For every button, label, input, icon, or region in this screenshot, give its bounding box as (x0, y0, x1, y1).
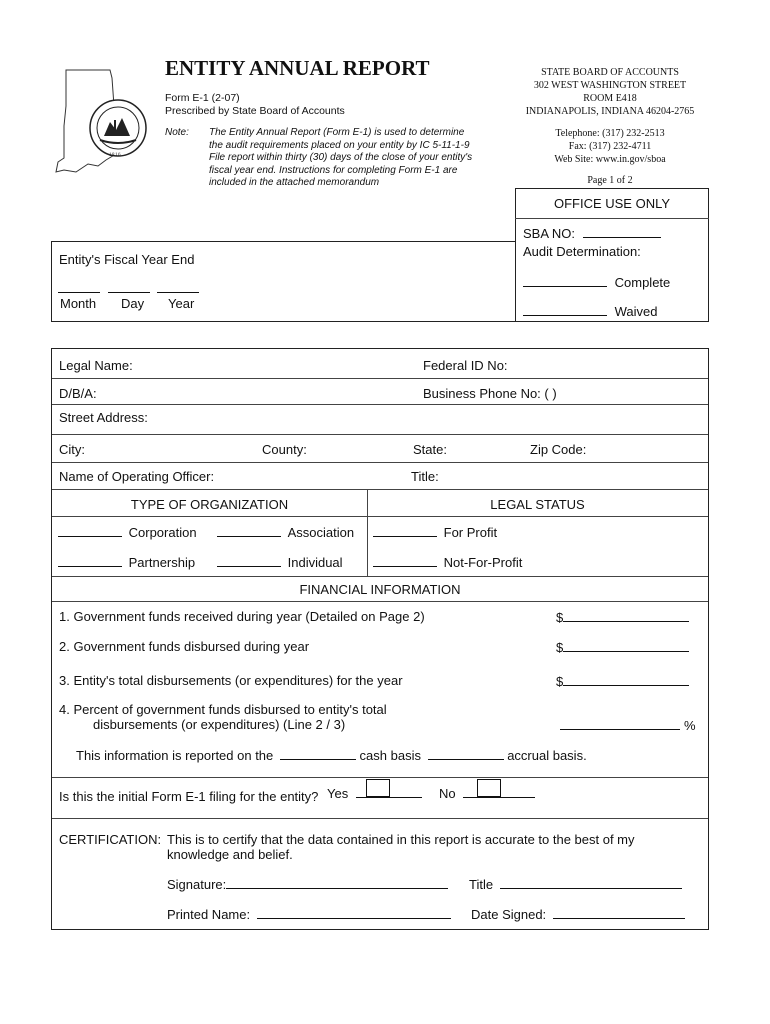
legal-status-heading: LEGAL STATUS (490, 497, 585, 512)
divider (52, 777, 708, 778)
no-line[interactable] (463, 785, 535, 798)
operating-officer-field[interactable]: Name of Operating Officer: (59, 469, 215, 484)
signature-field[interactable] (167, 876, 448, 892)
not-for-profit-line[interactable] (373, 554, 437, 567)
line2-amount-field[interactable] (556, 639, 689, 655)
no-checkbox[interactable] (477, 779, 501, 797)
waived-line[interactable] (523, 303, 607, 316)
initial-filing-question: Is this the initial Form E-1 filing for the entity? (59, 789, 319, 804)
agency-name: STATE BOARD OF ACCOUNTS (541, 67, 679, 78)
line3-total-disbursements: 3. Entity's total disbursements (or expenditures) for the year (59, 673, 403, 688)
divider (52, 434, 708, 435)
divider (52, 818, 708, 819)
association-label: Association (287, 525, 355, 540)
yes-line[interactable] (356, 785, 422, 798)
for-profit-option[interactable] (373, 524, 497, 540)
certification-text-2: knowledge and belief. (167, 847, 293, 862)
month-label: Month (60, 296, 97, 311)
agency-telephone: Telephone: (317) 232-2513 (555, 128, 665, 139)
note-label: Note: (165, 127, 189, 138)
initial-filing-no[interactable] (439, 785, 535, 801)
initial-filing-yes[interactable] (327, 785, 422, 801)
individual-option[interactable] (217, 554, 343, 570)
state-seal-graphic (52, 66, 164, 178)
agency-website: Web Site: www.in.gov/sboa (554, 154, 666, 165)
for-profit-line[interactable] (373, 524, 437, 537)
agency-street: 302 WEST WASHINGTON STREET (533, 80, 687, 91)
yes-label: Yes (327, 786, 349, 801)
line4-percent-sublabel: disbursements (or expenditures) (Line 2 / 3) (93, 717, 346, 732)
reporting-basis[interactable] (76, 747, 587, 763)
dba-field[interactable]: D/B/A: (59, 386, 97, 401)
sba-no-line[interactable] (583, 225, 661, 238)
line1-amount-line[interactable] (563, 609, 689, 622)
complete-option[interactable] (523, 274, 670, 290)
line4-percent-label: 4. Percent of government funds disbursed to entity's total (59, 702, 387, 717)
divider (52, 489, 708, 490)
day-label: Day (121, 296, 145, 311)
seal-year: 1816 (109, 153, 121, 158)
printed-name-line[interactable] (257, 906, 451, 919)
line3-amount-field[interactable] (556, 673, 689, 689)
not-for-profit-label: Not-For-Profit (443, 555, 523, 570)
agency-room: ROOM E418 (583, 93, 637, 104)
prescribed-by: Prescribed by State Board of Accounts (165, 105, 345, 117)
association-line[interactable] (217, 524, 281, 537)
for-profit-label: For Profit (443, 525, 498, 540)
note-line: the audit requirements placed on your entity by IC 5-11-1-9 (209, 139, 470, 151)
line3-amount-line[interactable] (563, 673, 689, 686)
line4-percent-field[interactable] (560, 717, 696, 733)
partnership-line[interactable] (58, 554, 122, 567)
cert-title-line[interactable] (500, 876, 682, 889)
dollar-sign: $ (556, 674, 564, 689)
line2-amount-line[interactable] (563, 639, 689, 652)
signature-line[interactable] (226, 876, 448, 889)
agency-address (500, 66, 720, 187)
no-label: No (439, 786, 456, 801)
legal-name-field[interactable]: Legal Name: (59, 358, 133, 373)
page-title: ENTITY ANNUAL REPORT (165, 56, 430, 80)
certification-text-1: This is to certify that the data contained in this report is accurate to the best of my (167, 832, 635, 847)
divider (52, 378, 708, 379)
divider (52, 516, 708, 517)
zip-code-field[interactable]: Zip Code: (530, 442, 587, 457)
not-for-profit-option[interactable] (373, 554, 522, 570)
business-phone-field[interactable]: Business Phone No: ( ) (423, 386, 557, 401)
federal-id-field[interactable]: Federal ID No: (423, 358, 508, 373)
cash-basis-label: cash basis (359, 748, 421, 763)
cert-title-field[interactable] (469, 876, 682, 892)
office-use-heading: OFFICE USE ONLY (553, 196, 671, 211)
date-signed-field[interactable] (471, 906, 685, 922)
signature-label: Signature: (167, 877, 227, 892)
divider (52, 576, 708, 577)
partnership-label: Partnership (128, 555, 196, 570)
waived-label: Waived (614, 304, 658, 319)
type-of-organization-heading: TYPE OF ORGANIZATION (130, 497, 289, 512)
page-number: Page 1 of 2 (587, 175, 633, 186)
partnership-option[interactable] (58, 554, 195, 570)
line1-amount-field[interactable] (556, 609, 689, 625)
audit-determination-label: Audit Determination: (523, 244, 641, 259)
note-line: fiscal year end. Instructions for completing Form E-1 are (209, 164, 458, 176)
dollar-sign: $ (556, 640, 564, 655)
officer-title-field[interactable]: Title: (411, 469, 439, 484)
agency-fax: Fax: (317) 232-4711 (568, 141, 652, 152)
day-line[interactable] (108, 292, 150, 293)
sba-no-label: SBA NO: (523, 226, 576, 241)
form-number: Form E-1 (2-07) (165, 92, 240, 104)
note-text (209, 127, 509, 190)
divider (52, 404, 708, 405)
corporation-label: Corporation (128, 525, 197, 540)
sba-no-field[interactable] (523, 225, 661, 241)
printed-name-field[interactable] (167, 906, 451, 922)
month-line[interactable] (58, 292, 100, 293)
line2-funds-disbursed: 2. Government funds disbursed during year (59, 639, 310, 654)
individual-line[interactable] (217, 554, 281, 567)
county-field[interactable]: County: (262, 442, 307, 457)
note-line: File report within thirty (30) days of the close of your entity's (209, 152, 473, 163)
street-address-field[interactable]: Street Address: (59, 410, 148, 425)
financial-information-heading: FINANCIAL INFORMATION (299, 582, 461, 597)
date-signed-line[interactable] (553, 906, 685, 919)
note-line: The Entity Annual Report (Form E-1) is used to determine (209, 127, 465, 138)
yes-checkbox[interactable] (366, 779, 390, 797)
city-field[interactable]: City: (59, 442, 85, 457)
divider (52, 462, 708, 463)
state-field[interactable]: State: (413, 442, 447, 457)
cash-basis-line[interactable] (280, 747, 356, 760)
complete-label: Complete (614, 275, 671, 290)
fiscal-year-label: Entity's Fiscal Year End (59, 252, 195, 267)
agency-city: INDIANAPOLIS, INDIANA 46204-2765 (525, 106, 695, 117)
indiana-map-icon (52, 66, 164, 178)
corporation-option[interactable] (58, 524, 197, 540)
date-signed-label: Date Signed: (471, 907, 547, 922)
year-line[interactable] (157, 292, 199, 293)
individual-label: Individual (287, 555, 343, 570)
cert-title-label: Title (469, 877, 494, 892)
printed-name-label: Printed Name: (167, 907, 251, 922)
complete-line[interactable] (523, 274, 607, 287)
accrual-basis-line[interactable] (428, 747, 504, 760)
association-option[interactable] (217, 524, 354, 540)
line4-percent-line[interactable] (560, 717, 680, 730)
accrual-basis-label: accrual basis. (507, 748, 587, 763)
divider (515, 218, 709, 219)
year-label: Year (168, 296, 195, 311)
basis-prefix: This information is reported on the (76, 748, 274, 763)
certification-label: CERTIFICATION: (59, 832, 162, 847)
dollar-sign: $ (556, 610, 564, 625)
note-line: included in the attached memorandum (209, 177, 380, 188)
divider (52, 601, 708, 602)
line1-funds-received: 1. Government funds received during year (Detailed on Page 2) (59, 609, 425, 624)
percent-sign: % (684, 718, 696, 733)
waived-option[interactable] (523, 303, 658, 319)
corporation-line[interactable] (58, 524, 122, 537)
